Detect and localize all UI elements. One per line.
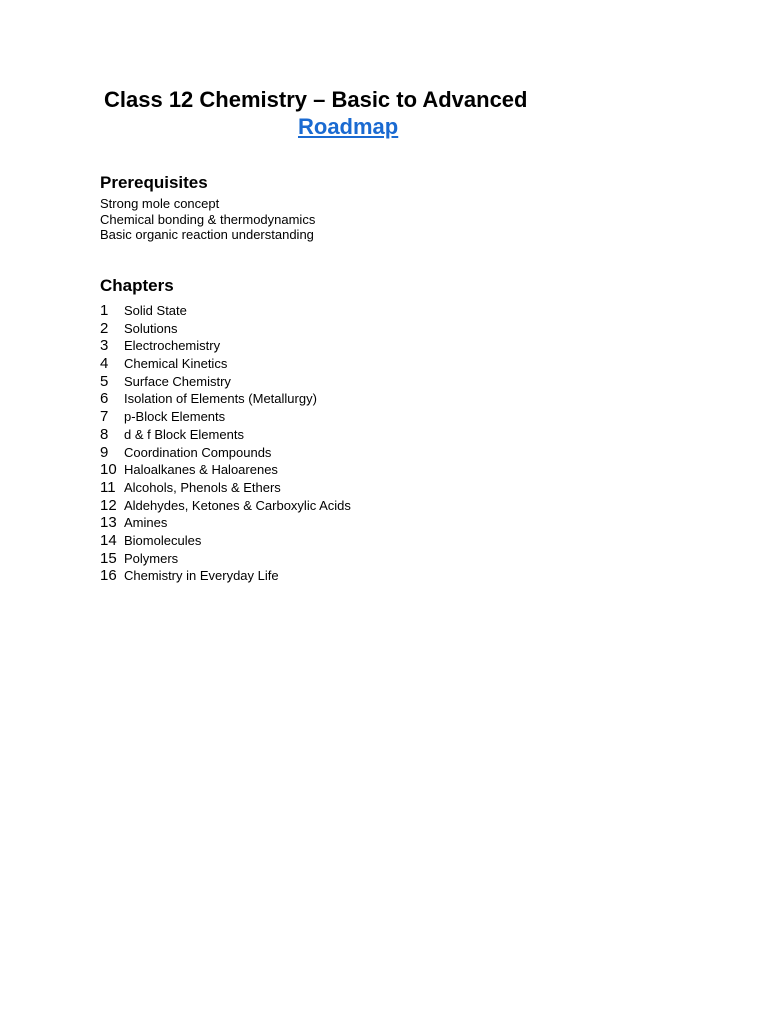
chapter-name: Electrochemistry: [124, 338, 221, 354]
chapter-name: Solutions: [124, 320, 178, 336]
chapter-name: Biomolecules: [124, 532, 202, 548]
chapter-item: [100, 479, 351, 497]
chapter-item: [100, 514, 351, 532]
chapter-item: [100, 426, 351, 444]
page-title: Class 12 Chemistry – Basic to Advanced: [104, 87, 528, 112]
roadmap-link[interactable]: Roadmap: [298, 114, 399, 139]
chapter-number: 6: [100, 390, 109, 408]
chapter-number: 12: [100, 496, 117, 514]
prerequisite-item: Strong mole concept: [100, 196, 220, 211]
chapter-name: Coordination Compounds: [124, 444, 272, 460]
chapter-number: 13: [100, 514, 117, 532]
chapter-item: [100, 444, 351, 462]
chapters-list: [100, 302, 351, 585]
chapter-name: d & f Block Elements: [124, 426, 244, 442]
chapter-item: [100, 320, 351, 338]
chapter-number: 10: [100, 461, 117, 479]
chapter-item: [100, 532, 351, 550]
chapter-name: Chemistry in Everyday Life: [124, 568, 279, 584]
chapter-number: 1: [100, 302, 109, 319]
chapter-item: [100, 567, 351, 585]
chapter-item: [100, 550, 351, 568]
chapter-item: [100, 390, 351, 408]
prerequisites-heading: Prerequisites: [100, 173, 208, 192]
chapter-number: 14: [100, 531, 117, 549]
chapter-number: 15: [100, 549, 117, 567]
chapter-item: [100, 337, 351, 355]
chapter-name: Haloalkanes & Haloarenes: [124, 462, 278, 478]
chapter-number: 7: [100, 408, 109, 426]
chapter-name: Solid State: [124, 303, 187, 318]
chapter-name: Polymers: [124, 550, 179, 566]
chapter-item: [100, 302, 351, 320]
chapter-number: 9: [100, 443, 109, 461]
chapter-name: Chemical Kinetics: [124, 356, 228, 372]
chapter-item: [100, 408, 351, 426]
chapters-heading: Chapters: [100, 276, 174, 295]
chapter-number: 8: [100, 425, 109, 443]
chapter-name: Alcohols, Phenols & Ethers: [124, 479, 281, 495]
chapter-name: Aldehydes, Ketones & Carboxylic Acids: [124, 497, 351, 513]
chapter-item: [100, 373, 351, 391]
chapter-number: 3: [100, 337, 109, 355]
chapter-number: 5: [100, 372, 109, 390]
chapter-number: 16: [100, 567, 117, 585]
chapter-number: 2: [100, 319, 109, 337]
prerequisite-item: Basic organic reaction understanding: [100, 227, 314, 242]
chapter-name: Amines: [124, 515, 168, 531]
chapter-name: Surface Chemistry: [124, 373, 231, 389]
chapter-item: [100, 461, 351, 479]
prerequisites-list: [100, 196, 315, 243]
chapter-number: 11: [100, 478, 116, 496]
chapter-name: p-Block Elements: [124, 409, 226, 425]
chapter-item: [100, 497, 351, 515]
chapter-item: [100, 355, 351, 373]
chapter-name: Isolation of Elements (Metallurgy): [124, 391, 317, 407]
prerequisite-item: Chemical bonding & thermodynamics: [100, 211, 316, 227]
chapter-number: 4: [100, 355, 109, 373]
